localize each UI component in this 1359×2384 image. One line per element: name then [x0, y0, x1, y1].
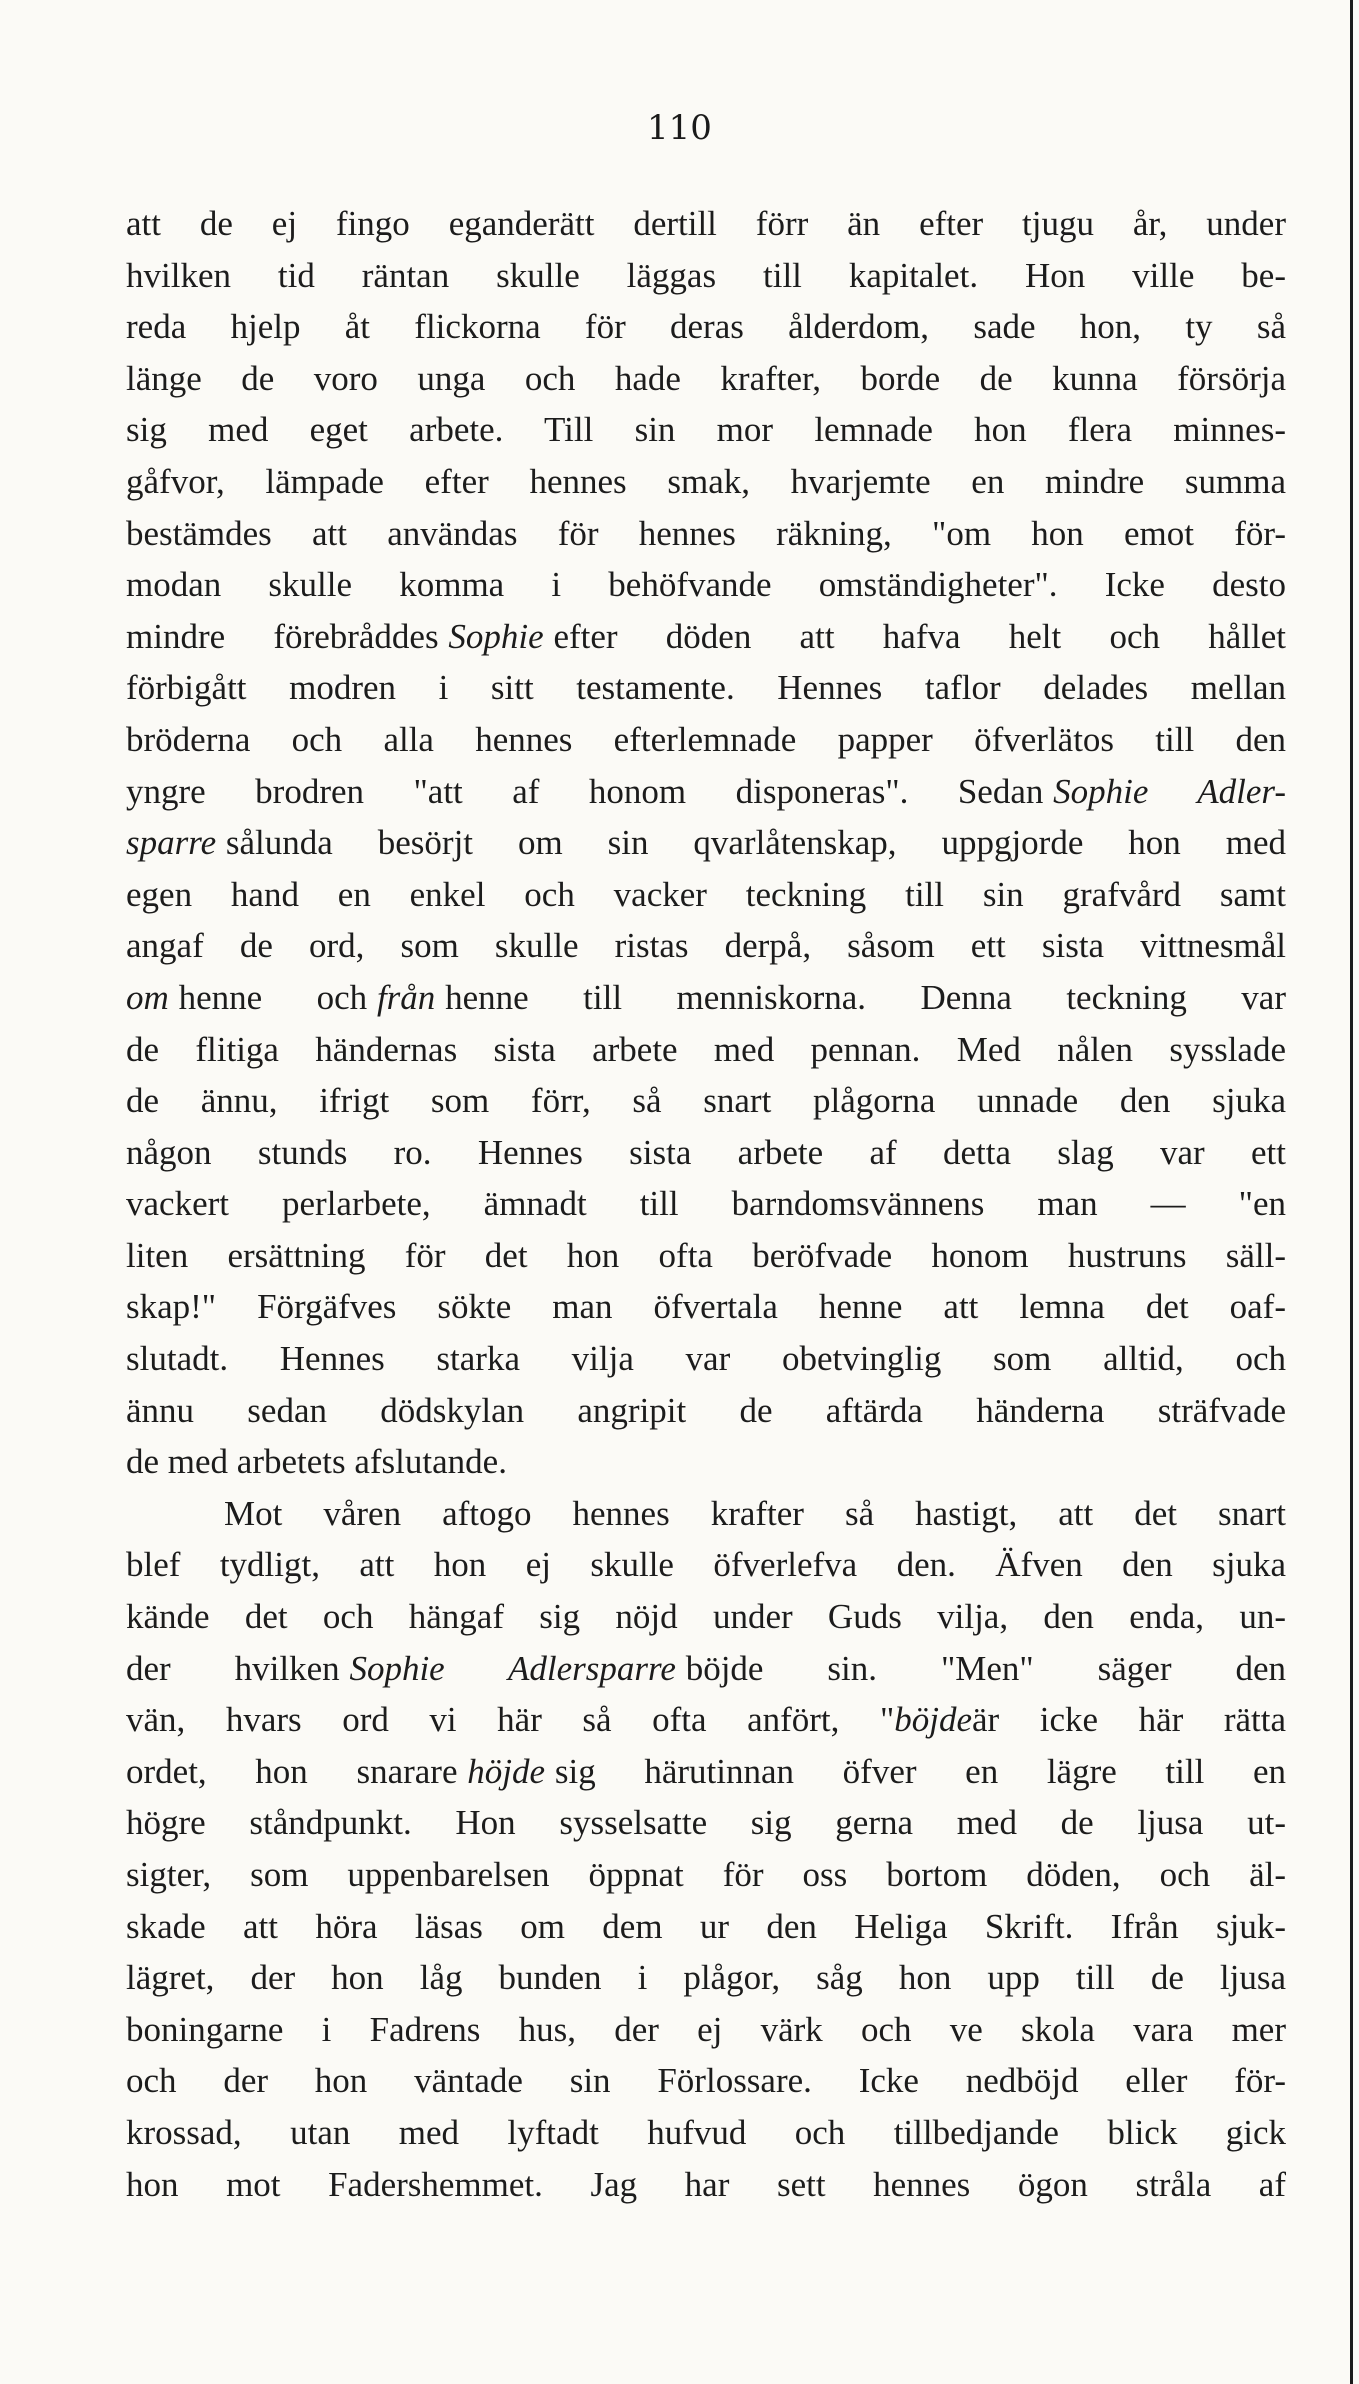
text-line: vackert perlarbete, ämnadt till barndomsvännens man — "en [126, 1184, 1286, 1224]
text-line: hon mot Fadershemmet. Jag har sett hennes ögon stråla af [126, 2164, 1286, 2204]
text-line: mindre förebråddes Sophie efter döden att hafva helt och hållet [126, 616, 1286, 656]
italic-word: böjde [894, 1700, 972, 1740]
italic-name: Sophie [448, 616, 544, 656]
italic-word: från [376, 977, 436, 1017]
text-line: kände det och hängaf sig nöjd under Guds vilja, den enda, un- [126, 1597, 1286, 1637]
text-line: modan skulle komma i behöfvande omständigheter". Icke desto [126, 565, 1286, 605]
italic-name: sparre [126, 823, 217, 863]
text-line: högre ståndpunkt. Hon sysselsatte sig gerna med de ljusa ut- [126, 1803, 1286, 1843]
paragraph-start-line: Mot våren aftogo hennes krafter så hastigt, att det snart [224, 1493, 1286, 1533]
text-line: skade att höra läsas om dem ur den Heliga Skrift. Ifrån sjuk- [126, 1906, 1286, 1946]
body-text [126, 198, 1286, 2210]
text-line: länge de voro unga och hade krafter, borde de kunna försörja [126, 358, 1286, 398]
italic-name: Sophie Adler- [1053, 771, 1286, 811]
text-line: någon stunds ro. Hennes sista arbete af detta slag var ett [126, 1132, 1286, 1172]
italic-word: om [126, 977, 169, 1017]
text-line: slutadt. Hennes starka vilja var obetvinglig som alltid, och [126, 1339, 1286, 1379]
text-line: gåfvor, lämpade efter hennes smak, hvarjemte en mindre summa [126, 461, 1286, 501]
text-line: reda hjelp åt flickorna för deras ålderdom, sade hon, ty så [126, 307, 1286, 347]
text-line: blef tydligt, att hon ej skulle öfverlefva den. Äfven den sjuka [126, 1545, 1286, 1585]
text-line: liten ersättning för det hon ofta beröfvade honom hustruns säll- [126, 1235, 1286, 1275]
text-line: lägret, der hon låg bunden i plågor, såg hon upp till de ljusa [126, 1958, 1286, 1998]
text-line: skap!" Förgäfves sökte man öfvertala henne att lemna det oaf- [126, 1287, 1286, 1327]
text-line: ännu sedan dödskylan angripit de aftärda händerna sträfvade [126, 1390, 1286, 1430]
text-line: och der hon väntade sin Förlossare. Icke nedböjd eller för- [126, 2061, 1286, 2101]
text-line: sparre sålunda besörjt om sin qvarlåtenskap, uppgjorde hon med [126, 823, 1286, 863]
text-line: sigter, som uppenbarelsen öppnat för oss bortom döden, och äl- [126, 1855, 1286, 1894]
paragraph-end-line: de med arbetets afslutande. [126, 1442, 507, 1482]
text-line: att de ej fingo eganderätt dertill förr än efter tjugu år, under [126, 204, 1286, 243]
text-line: de flitiga händernas sista arbete med pennan. Med nålen sysslade [126, 1029, 1286, 1069]
text-line: vän, hvars ord vi här så ofta anfört, "böjdeär icke här rätta [126, 1700, 1286, 1740]
text-line: hvilken tid räntan skulle läggas till kapitalet. Hon ville be- [126, 255, 1286, 295]
text-line: om henne och från henne till menniskorna. Denna teckning var [126, 977, 1286, 1017]
text-line: krossad, utan med lyftadt hufvud och tillbedjande blick gick [126, 2112, 1286, 2152]
italic-name: Sophie Adlersparre [349, 1648, 676, 1688]
text-line: förbigått modren i sitt testamente. Hennes taflor delades mellan [126, 668, 1286, 708]
text-line: sig med eget arbete. Till sin mor lemnade hon flera minnes- [126, 410, 1286, 450]
text-line: der hvilken Sophie Adlersparre böjde sin. "Men" säger den [126, 1648, 1286, 1688]
italic-word: höjde [467, 1751, 546, 1791]
text-line: angaf de ord, som skulle ristas derpå, såsom ett sista vittnesmål [126, 926, 1286, 966]
text-line: de ännu, ifrigt som förr, så snart plågorna unnade den sjuka [126, 1081, 1286, 1121]
text-line: yngre brodren "att af honom disponeras". Sedan Sophie Adler- [126, 771, 1286, 811]
text-line: boningarne i Fadrens hus, der ej värk och ve skola vara mer [126, 2009, 1286, 2049]
page-edge-shadow [1350, 0, 1353, 2384]
text-line: ordet, hon snarare höjde sig härutinnan öfver en lägre till en [126, 1751, 1286, 1791]
text-line: bröderna och alla hennes efterlemnade papper öfverlätos till den [126, 719, 1286, 759]
text-line: egen hand en enkel och vacker teckning till sin grafvård samt [126, 874, 1286, 914]
text-line: bestämdes att användas för hennes räkning, "om hon emot för- [126, 513, 1286, 553]
page-number: 110 [647, 108, 712, 148]
